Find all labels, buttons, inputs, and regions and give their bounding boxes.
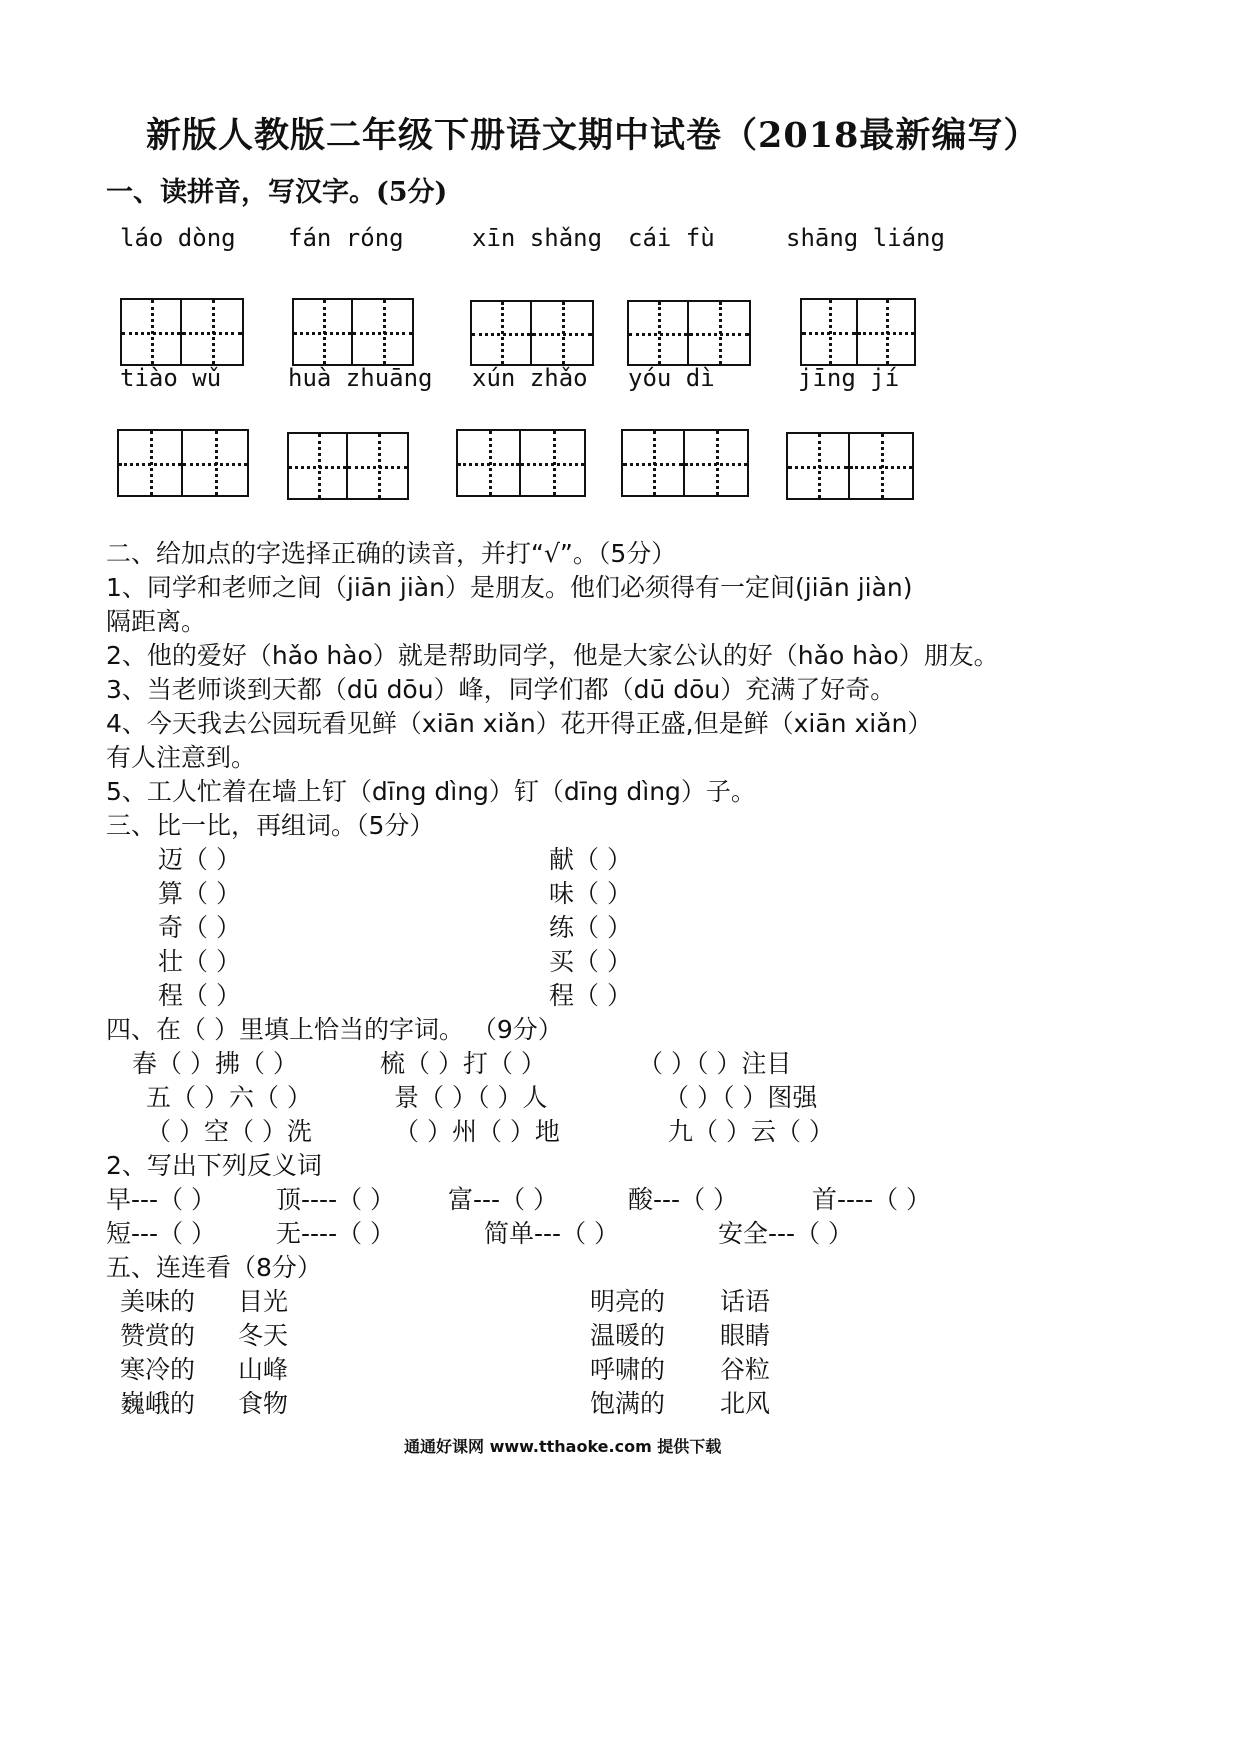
match-left-a[interactable]: 巍峨的 [120, 1389, 196, 1418]
antonym-item: 无----（ ） [276, 1219, 396, 1248]
pinyin-2-5: jīng jí [798, 364, 900, 392]
pinyin-2-2: huà zhuāng [288, 364, 433, 392]
antonym-item: 安全---（ ） [718, 1219, 854, 1248]
match-left-b[interactable]: 目光 [238, 1287, 289, 1316]
match-right-b[interactable]: 眼睛 [720, 1321, 771, 1350]
pinyin-1-3: xīn shǎng [472, 224, 603, 252]
antonym-item: 简单---（ ） [484, 1219, 620, 1248]
fill-item: （ ）（ ）注目 [638, 1049, 792, 1078]
footer-credit: 通通好课网 www.tthaoke.com 提供下载 [404, 1437, 722, 1456]
section4-heading: 四、在（ ）里填上恰当的字词。 （9分） [106, 1015, 563, 1044]
pinyin-2-3: xún zhǎo [472, 364, 588, 392]
match-right-a[interactable]: 饱满的 [590, 1389, 666, 1418]
writing-grid[interactable] [120, 298, 244, 366]
fill-item: （ ）空（ ）洗 [146, 1117, 312, 1146]
page-title: 新版人教版二年级下册语文期中试卷（2018最新编写） [146, 115, 1040, 156]
compare-left: 壮（ ） [158, 947, 241, 976]
compare-right: 程（ ） [549, 981, 632, 1010]
compare-right: 献（ ） [549, 845, 632, 874]
section2-line: 2、他的爱好（hǎo hào）就是帮助同学，他是大家公认的好（hǎo hào）朋友。 [106, 641, 999, 670]
match-left-b[interactable]: 山峰 [238, 1355, 289, 1384]
antonym-item: 富---（ ） [448, 1185, 559, 1214]
writing-grid[interactable] [627, 300, 751, 366]
section5-heading: 五、连连看（8分） [106, 1253, 322, 1282]
pinyin-2-4: yóu dì [628, 364, 715, 392]
match-right-b[interactable]: 谷粒 [720, 1355, 771, 1384]
match-right-b[interactable]: 话语 [720, 1287, 771, 1316]
compare-left: 程（ ） [158, 981, 241, 1010]
antonym-item: 酸---（ ） [628, 1185, 739, 1214]
fill-item: 梳（ ）打（ ） [380, 1049, 546, 1078]
section1-heading: 一、读拼音，写汉字。(5分) [106, 177, 448, 208]
match-right-a[interactable]: 呼啸的 [590, 1355, 666, 1384]
pinyin-1-4: cái fù [628, 224, 715, 252]
match-right-b[interactable]: 北风 [720, 1389, 771, 1418]
section2-line: 1、同学和老师之间（jiān jiàn）是朋友。他们必须得有一定间(jiān jiàn) [106, 573, 913, 602]
writing-grid[interactable] [117, 429, 249, 497]
match-right-a[interactable]: 明亮的 [590, 1287, 666, 1316]
writing-grid[interactable] [786, 432, 914, 500]
compare-left: 算（ ） [158, 879, 241, 908]
pinyin-1-1: láo dòng [120, 224, 236, 252]
compare-right: 买（ ） [549, 947, 632, 976]
match-right-a[interactable]: 温暖的 [590, 1321, 666, 1350]
compare-left: 奇（ ） [158, 913, 241, 942]
pinyin-2-1: tiào wǔ [120, 364, 222, 392]
antonym-item: 短---（ ） [106, 1219, 217, 1248]
writing-grid[interactable] [621, 429, 749, 497]
fill-item: （ ）州（ ）地 [394, 1117, 560, 1146]
section2-line: 4、今天我去公园玩看见鲜（xiān xiǎn）花开得正盛,但是鲜（xiān xiǎn） [106, 709, 933, 738]
fill-item: 五（ ）六（ ） [146, 1083, 312, 1112]
fill-item: 九（ ）云（ ） [668, 1117, 834, 1146]
match-left-a[interactable]: 赞赏的 [120, 1321, 196, 1350]
compare-left: 迈（ ） [158, 845, 241, 874]
antonym-heading: 2、写出下列反义词 [106, 1151, 322, 1180]
compare-right: 练（ ） [549, 913, 632, 942]
fill-item: 景（ ）（ ）人 [394, 1083, 548, 1112]
section2-line: 5、工人忙着在墙上钉（dīng dìng）钉（dīng dìng）子。 [106, 777, 756, 806]
writing-grid[interactable] [292, 298, 414, 366]
section2-line: 3、当老师谈到天都（dū dōu）峰，同学们都（dū dōu）充满了好奇。 [106, 675, 896, 704]
antonym-item: 早---（ ） [106, 1185, 217, 1214]
match-left-a[interactable]: 美味的 [120, 1287, 196, 1316]
match-left-b[interactable]: 食物 [238, 1389, 289, 1418]
writing-grid[interactable] [287, 432, 409, 500]
fill-item: （ ）（ ）图强 [664, 1083, 818, 1112]
antonym-item: 首----（ ） [812, 1185, 932, 1214]
pinyin-1-2: fán róng [288, 224, 404, 252]
writing-grid[interactable] [470, 300, 594, 366]
pinyin-1-5: shāng liáng [786, 224, 945, 252]
section2-line: 隔距离。 [106, 607, 207, 636]
section2-heading: 二、给加点的字选择正确的读音，并打“√”。（5分） [106, 539, 677, 568]
compare-right: 味（ ） [549, 879, 632, 908]
match-left-b[interactable]: 冬天 [238, 1321, 289, 1350]
writing-grid[interactable] [456, 429, 586, 497]
antonym-item: 顶----（ ） [276, 1185, 396, 1214]
fill-item: 春（ ）拂（ ） [132, 1049, 298, 1078]
section2-line: 有人注意到。 [106, 743, 257, 772]
section3-heading: 三、比一比，再组词。（5分） [106, 811, 435, 840]
writing-grid[interactable] [800, 298, 916, 366]
match-left-a[interactable]: 寒冷的 [120, 1355, 196, 1384]
